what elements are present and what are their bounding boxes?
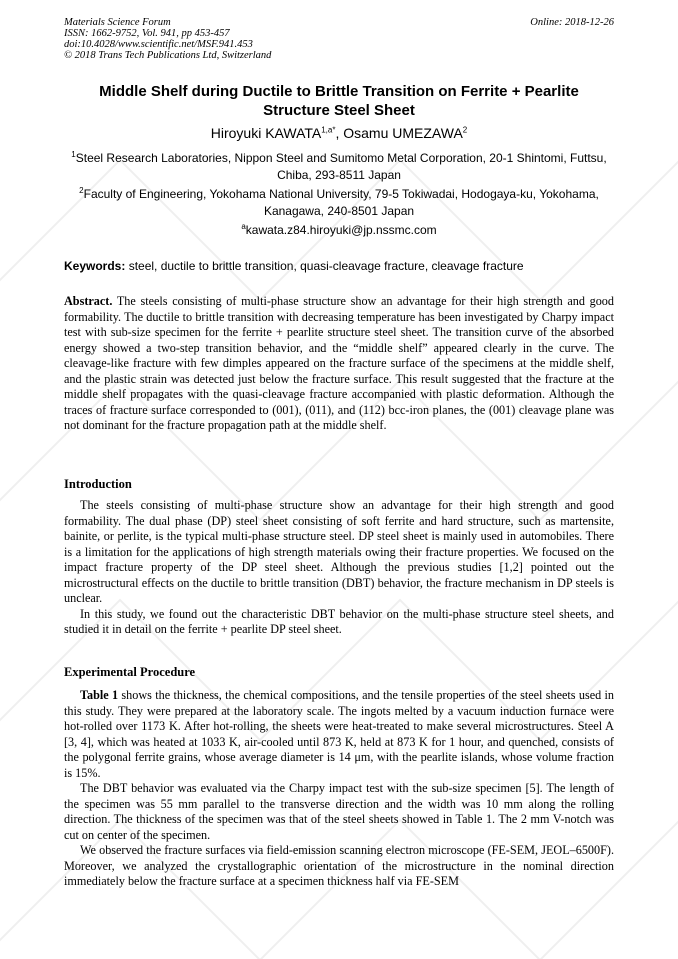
journal-header [64, 17, 271, 61]
keywords-label: Keywords: [64, 259, 126, 273]
issn-line: ISSN: 1662-9752, Vol. 941, pp 453-457 [64, 28, 230, 39]
affiliation-2-sup: 2 [79, 186, 84, 195]
online-date: Online: 2018-12-26 [530, 17, 614, 28]
copyright-line: © 2018 Trans Tech Publications Ltd, Switzerland [64, 50, 272, 61]
paper-title: Middle Shelf during Ductile to Brittle Transition on Ferrite + Pearlite Structure Steel Sheet [99, 83, 579, 119]
email-sup: a [241, 222, 246, 231]
keywords [64, 258, 624, 274]
affiliation-2-text: Faculty of Engineering, Yokohama National University, 79-5 Tokiwadai, Hodogaya-ku, Yokohama, Kanagawa, 240-8501 Japan [83, 187, 599, 218]
author-1: Hiroyuki KAWATA [210, 125, 322, 141]
doi-line: doi:10.4028/www.scientific.net/MSF.941.453 [64, 39, 253, 50]
author-2-sup: 2 [462, 125, 468, 135]
keywords-text: steel, ductile to brittle transition, quasi-cleavage fracture, cleavage fracture [125, 259, 524, 273]
introduction-section [64, 498, 614, 638]
experimental-paragraph-2: The DBT behavior was evaluated via the Charpy impact test with the sub-size specimen [5]. The length of the specimen was 55 mm parallel to the transverse direction and the width was 10 mm along the rolling direction. The thickness of the specimen was that of the steel sheets showed in Table 1. The 2 mm V-notch was cut on center of the specimen. [64, 781, 614, 842]
affiliation-1 [64, 150, 614, 184]
author-2: Osamu UMEZAWA [343, 125, 463, 141]
introduction-paragraph-2: In this study, we found out the characteristic DBT behavior on the multi-phase structure steel sheets, and studied it in detail on the ferrite + pearlite DP steel sheet. [64, 606, 614, 636]
abstract-label: Abstract. [64, 294, 113, 308]
experimental-paragraph-1 [64, 688, 614, 781]
author-line [64, 124, 614, 142]
affiliation-1-sup: 1 [71, 150, 76, 159]
email-address: kawata.z84.hiroyuki@jp.nssmc.com [245, 223, 437, 237]
journal-name: Materials Science Forum [64, 17, 171, 28]
experimental-heading: Experimental Procedure [64, 665, 196, 679]
abstract [64, 294, 614, 434]
experimental-paragraph-3: We observed the fracture surfaces via field-emission scanning electron microscope (FE-SEM, JEOL–6500F). Moreover, we analyzed the crystallographic orientation of the microstructure in the nominal direction immediately below the fracture surface at a specimen thickness half via FE-SEM [64, 843, 614, 888]
introduction-heading: Introduction [64, 477, 132, 491]
email-line [64, 222, 614, 238]
abstract-text: The steels consisting of multi-phase structure show an advantage for their high strength and good formability. The ductile to brittle transition with decreasing temperature has been investigated by Charpy impact test with sub-size specimen for the ferrite + pearlite structure steel sheet. The transition curve of the absorbed energy showed a two-step transition behavior, and the “middle shelf” appeared clearly in the curve. The cleavage-like fracture with few dimples appeared on the fracture surface of the specimens at the middle shelf, and the plastic strain was detected just below the fracture surface. This result suggested that the fracture at the middle shelf propagates with the quasi-cleavage fracture accompanied with plastic deformation. Although the traces of fracture surface corresponded to (001), (011), and (112) bcc-iron planes, the (001) cleavage plane was not dominant for the fracture propagation path at the middle shelf. [64, 294, 614, 432]
experimental-section [64, 688, 614, 890]
experimental-paragraph-1-text: shows the thickness, the chemical compositions, and the tensile properties of the steel sheets used in this study. They were prepared at the laboratory scale. The ingots melted by a vacuum induction furnace were hot-rolled over 1173 K. After hot-rolling, the sheets were heat-treated to make several microstructures. Steel A [3, 4], which was heated at 1033 K, air-cooled until 873 K, held at 873 K for 1 hour, and quenched, consists of the polygonal ferrite grains, whose average diameter is 14 μm, with the pearlite islands, whose volume fraction is 15%. [64, 688, 615, 780]
affiliation-1-text: Steel Research Laboratories, Nippon Steel and Sumitomo Metal Corporation, 20-1 Shintomi, Futtsu, Chiba, 293-8511 Japan [75, 151, 607, 182]
introduction-paragraph-1: The steels consisting of multi-phase structure show an advantage for their high strength and good formability. The dual phase (DP) steel sheet consisting of soft ferrite and hard structure, such as martensite, bainite, or perlite, is the typical multi-phase structure steel. DP steel sheet is mainly used in automobiles. There is a limitation for the applications of high strength materials owing their fracture properties. We focused on the impact fracture property of the DP steel sheet. Although the previous studies [1,2] pointed out the microstructural effects on the ductile to brittle transition (DBT) behavior, the fracture mechanism in DP steels is unclear. [64, 498, 614, 605]
author-1-sup: 1,a* [321, 125, 336, 135]
affiliation-2 [64, 186, 614, 220]
author-separator: , [335, 125, 344, 141]
table-1-ref: Table 1 [80, 688, 119, 702]
